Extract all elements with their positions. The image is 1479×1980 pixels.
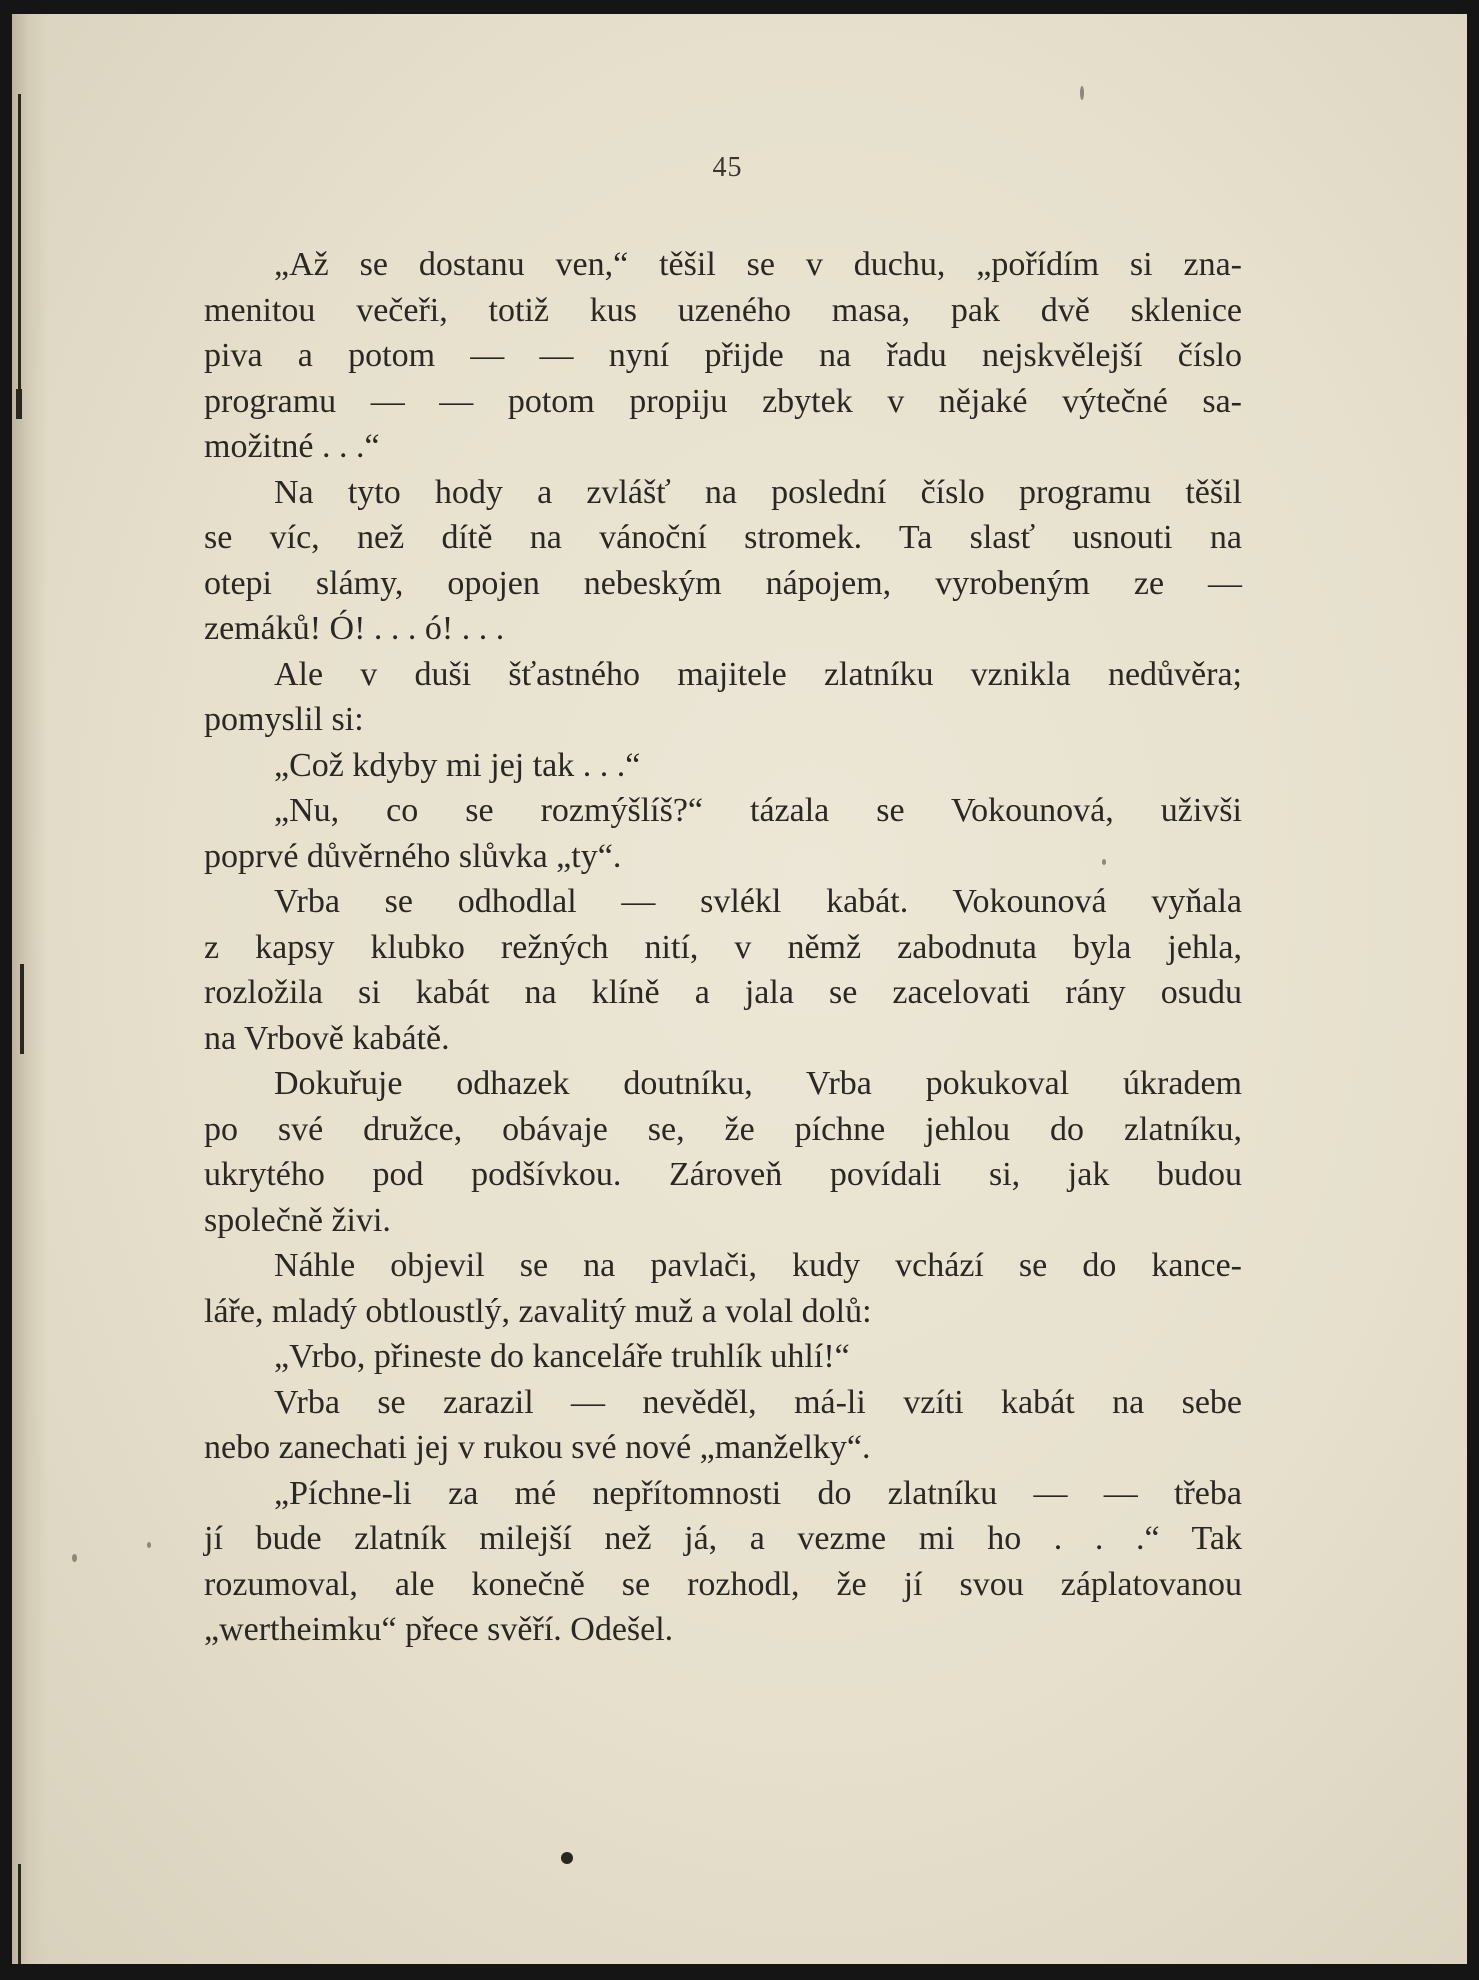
text-line: Vrba se odhodlal — svlékl kabát. Vokounová vyňala: [274, 883, 1242, 920]
text-line: pomyslil si:: [204, 701, 364, 738]
binding-mark: [20, 964, 24, 1054]
paper-speck: [72, 1554, 77, 1562]
binding-mark: [18, 94, 21, 394]
text-line: po své družce, obávaje se, že píchne jehlou do zlatníku,: [204, 1110, 1242, 1148]
text-line: otepi slámy, opojen nebeským nápojem, vyrobeným ze —: [204, 564, 1242, 602]
text-line: Náhle objevil se na pavlači, kudy vchází se do kance-: [274, 1247, 1242, 1284]
text-line: „Píchne-li za mé nepřítomnosti do zlatníku — — třeba: [274, 1474, 1242, 1512]
page-number: 45: [712, 152, 743, 183]
text-line: „wertheimku“ přece svěří. Odešel.: [204, 1611, 674, 1648]
text-line: piva a potom — — nyní přijde na řadu nejskvělejší číslo: [204, 337, 1242, 374]
text-line: menitou večeři, totiž kus uzeného masa, pak dvě sklenice: [204, 291, 1242, 329]
text-line: Vrba se zarazil — nevěděl, má-li vzíti kabát na sebe: [274, 1383, 1242, 1421]
binding-mark: [18, 1864, 21, 1964]
text-line: poprvé důvěrného slůvka „ty“.: [204, 837, 622, 875]
text-line: z kapsy klubko režných nití, v němž zabodnuta byla jehla,: [204, 928, 1242, 966]
text-line: „Což kdyby mi jej tak . . .“: [274, 746, 641, 784]
paper-sheet: [12, 14, 1467, 1964]
text-line: možitné . . .“: [204, 428, 380, 465]
text-line: rozumoval, ale konečně se rozhodl, že jí svou záplatovanou: [204, 1565, 1242, 1603]
text-line: programu — — potom propiju zbytek v nějaké výtečné sa-: [204, 382, 1242, 420]
paper-speck: [147, 1542, 151, 1548]
text-line: jí bude zlatník milejší než já, a vezme mi ho . . .“ Tak: [204, 1520, 1242, 1557]
text-line: se víc, než dítě na vánoční stromek. Ta slasť usnouti na: [204, 519, 1242, 556]
text-line: Ale v duši šťastného majitele zlatníku vznikla nedůvěra;: [274, 655, 1242, 693]
text-line: společně živi.: [204, 1201, 391, 1239]
text-line: „Až se dostanu ven,“ těšil se v duchu, „pořídím si zna-: [274, 246, 1242, 283]
paper-speck: [1080, 86, 1084, 100]
text-line: Na tyto hody a zvlášť na poslední číslo programu těšil: [274, 473, 1242, 511]
text-line: zemáků! Ó! . . . ó! . . .: [204, 610, 505, 647]
text-line: rozložila si kabát na klíně a jala se zacelovati rány osudu: [204, 974, 1242, 1011]
text-line: láře, mladý obtloustlý, zavalitý muž a volal dolů:: [204, 1292, 872, 1330]
footer-dot: [561, 1852, 573, 1864]
text-line: „Vrbo, přineste do kanceláře truhlík uhlí!“: [274, 1338, 850, 1375]
binding-mark: [16, 389, 22, 419]
text-line: ukrytého pod podšívkou. Zároveň povídali si, jak budou: [204, 1156, 1242, 1193]
text-line: na Vrbově kabátě.: [204, 1019, 450, 1057]
text-line: „Nu, co se rozmýšlíš?“ tázala se Vokounová, uživši: [274, 792, 1242, 829]
text-line: nebo zanechati jej v rukou své nové „manželky“.: [204, 1429, 871, 1466]
text-body: [204, 242, 1242, 1653]
text-line: Dokuřuje odhazek doutníku, Vrba pokukoval úkradem: [274, 1065, 1242, 1102]
